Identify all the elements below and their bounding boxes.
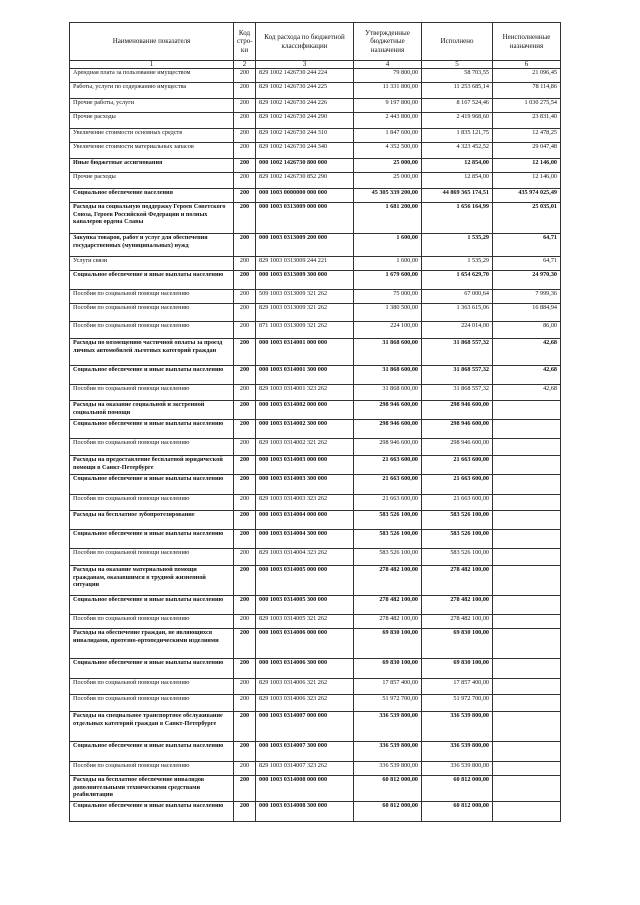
row-line-code: 200 — [234, 401, 256, 420]
table-row — [70, 495, 561, 511]
table-row — [70, 549, 561, 566]
row-executed: 336 539 800,00 — [422, 762, 493, 776]
row-name: Социальное обеспечение и иные выплаты населению — [70, 420, 234, 439]
column-number: 2 — [234, 61, 256, 69]
row-budget-code: 829 1002 1426730 244 225 — [256, 83, 354, 99]
row-approved: 298 946 600,00 — [354, 439, 422, 456]
row-approved: 51 972 700,00 — [354, 695, 422, 712]
row-unexecuted — [493, 695, 561, 712]
row-unexecuted: 12 146,00 — [493, 159, 561, 173]
table-row — [70, 69, 561, 83]
row-budget-code: 000 1003 0314001 300 000 — [256, 366, 354, 385]
row-budget-code: 000 1003 0314003 300 000 — [256, 475, 354, 495]
row-budget-code: 000 1003 0314005 000 000 — [256, 566, 354, 596]
header-approved: Утвержденные бюджетные назначения — [354, 23, 422, 61]
row-unexecuted — [493, 566, 561, 596]
row-approved: 224 100,00 — [354, 322, 422, 339]
table-row — [70, 511, 561, 530]
row-approved: 4 352 500,00 — [354, 143, 422, 159]
row-approved: 1 600,00 — [354, 234, 422, 257]
row-approved: 45 305 339 200,00 — [354, 189, 422, 203]
row-unexecuted: 1 030 275,54 — [493, 99, 561, 113]
row-executed: 4 323 452,52 — [422, 143, 493, 159]
row-budget-code: 829 1003 0314007 323 262 — [256, 762, 354, 776]
row-line-code: 200 — [234, 83, 256, 99]
row-executed: 583 526 100,00 — [422, 530, 493, 549]
row-unexecuted — [493, 549, 561, 566]
row-approved: 60 812 000,00 — [354, 776, 422, 802]
header-line-code: Код стро- ки — [234, 23, 256, 61]
row-unexecuted: 25 035,01 — [493, 203, 561, 234]
row-budget-code: 509 1003 0313009 321 262 — [256, 290, 354, 304]
row-approved: 79 800,00 — [354, 69, 422, 83]
row-name: Расходы на оказание материальной помощи гражданам, оказавшимся в трудной жизненной ситуации — [70, 566, 234, 596]
table-row — [70, 99, 561, 113]
row-approved: 75 000,00 — [354, 290, 422, 304]
row-line-code: 200 — [234, 143, 256, 159]
row-approved: 21 663 600,00 — [354, 456, 422, 475]
row-executed: 298 946 600,00 — [422, 401, 493, 420]
row-budget-code: 000 1003 0314008 000 000 — [256, 776, 354, 802]
row-name: Расходы на бесплатное обеспечение инвалидов дополнительными техническими средствами реабилитации — [70, 776, 234, 802]
table-row — [70, 530, 561, 549]
row-unexecuted: 42,68 — [493, 339, 561, 366]
row-line-code: 200 — [234, 549, 256, 566]
row-budget-code: 000 1003 0000000 000 000 — [256, 189, 354, 203]
row-approved: 278 482 100,00 — [354, 566, 422, 596]
row-unexecuted: 78 114,86 — [493, 83, 561, 99]
row-executed: 278 482 100,00 — [422, 596, 493, 615]
row-name: Пособия по социальной помощи населению — [70, 385, 234, 401]
row-budget-code: 000 1003 0313009 200 000 — [256, 234, 354, 257]
row-line-code: 200 — [234, 385, 256, 401]
row-executed: 1 654 629,70 — [422, 271, 493, 290]
table-row — [70, 629, 561, 659]
row-line-code: 200 — [234, 659, 256, 679]
row-approved: 583 526 100,00 — [354, 511, 422, 530]
table-row — [70, 173, 561, 189]
row-approved: 69 830 100,00 — [354, 629, 422, 659]
row-budget-code: 829 1002 1426730 244 290 — [256, 113, 354, 129]
row-executed: 1 363 615,06 — [422, 304, 493, 322]
row-executed: 31 868 557,32 — [422, 366, 493, 385]
row-unexecuted — [493, 762, 561, 776]
row-name: Пособия по социальной помощи населению — [70, 495, 234, 511]
row-name: Расходы на специальное транспортное обслуживание отдельных категорий граждан в Санкт-Петербурге — [70, 712, 234, 742]
row-unexecuted — [493, 495, 561, 511]
table-row — [70, 257, 561, 271]
row-name: Пособия по социальной помощи населению — [70, 695, 234, 712]
row-executed: 69 830 100,00 — [422, 629, 493, 659]
row-executed: 60 812 000,00 — [422, 802, 493, 822]
row-name: Социальное обеспечение и иные выплаты населению — [70, 596, 234, 615]
row-line-code: 200 — [234, 304, 256, 322]
row-line-code: 200 — [234, 99, 256, 113]
row-line-code: 200 — [234, 566, 256, 596]
row-line-code: 200 — [234, 159, 256, 173]
row-executed: 278 482 100,00 — [422, 566, 493, 596]
column-number: 5 — [422, 61, 493, 69]
row-unexecuted — [493, 659, 561, 679]
row-approved: 60 812 000,00 — [354, 802, 422, 822]
row-executed: 31 868 557,32 — [422, 339, 493, 366]
row-unexecuted: 16 884,94 — [493, 304, 561, 322]
row-unexecuted — [493, 776, 561, 802]
row-approved: 25 000,00 — [354, 159, 422, 173]
row-line-code: 200 — [234, 339, 256, 366]
row-line-code: 200 — [234, 495, 256, 511]
row-approved: 17 857 400,00 — [354, 679, 422, 695]
table-row — [70, 189, 561, 203]
row-budget-code: 000 1003 0313009 300 000 — [256, 271, 354, 290]
row-unexecuted — [493, 596, 561, 615]
table-row — [70, 615, 561, 629]
row-line-code: 200 — [234, 695, 256, 712]
row-line-code: 200 — [234, 776, 256, 802]
table-body — [70, 69, 561, 822]
row-budget-code: 829 1003 0314004 323 262 — [256, 549, 354, 566]
table-row — [70, 366, 561, 385]
table-row — [70, 234, 561, 257]
row-line-code: 200 — [234, 629, 256, 659]
row-executed: 21 663 600,00 — [422, 495, 493, 511]
column-number: 4 — [354, 61, 422, 69]
row-executed: 11 253 685,14 — [422, 83, 493, 99]
row-line-code: 200 — [234, 234, 256, 257]
row-unexecuted: 42,68 — [493, 385, 561, 401]
row-unexecuted — [493, 802, 561, 822]
header-unexecuted: Неисполненные назначения — [493, 23, 561, 61]
table-row — [70, 762, 561, 776]
row-line-code: 200 — [234, 615, 256, 629]
row-name: Расходы на оказание социальной и экстренной социальной помощи — [70, 401, 234, 420]
table-row — [70, 290, 561, 304]
row-approved: 298 946 600,00 — [354, 420, 422, 439]
row-executed: 8 167 524,46 — [422, 99, 493, 113]
column-number: 1 — [70, 61, 234, 69]
row-unexecuted: 64,71 — [493, 234, 561, 257]
row-name: Социальное обеспечение населения — [70, 189, 234, 203]
row-approved: 31 868 600,00 — [354, 339, 422, 366]
row-budget-code: 829 1003 0313009 321 262 — [256, 304, 354, 322]
row-name: Социальное обеспечение и иные выплаты населению — [70, 530, 234, 549]
table-row — [70, 695, 561, 712]
row-executed: 1 835 121,75 — [422, 129, 493, 143]
row-name: Услуги связи — [70, 257, 234, 271]
row-budget-code: 871 1003 0313009 321 262 — [256, 322, 354, 339]
row-unexecuted — [493, 475, 561, 495]
row-unexecuted: 86,00 — [493, 322, 561, 339]
row-budget-code: 000 1003 0313009 000 000 — [256, 203, 354, 234]
row-executed: 21 663 600,00 — [422, 456, 493, 475]
row-unexecuted — [493, 511, 561, 530]
row-name: Пособия по социальной помощи населению — [70, 549, 234, 566]
row-unexecuted: 24 970,30 — [493, 271, 561, 290]
row-executed: 58 703,55 — [422, 69, 493, 83]
row-approved: 583 526 100,00 — [354, 530, 422, 549]
row-executed: 2 419 968,60 — [422, 113, 493, 129]
row-name: Прочие расходы — [70, 173, 234, 189]
row-name: Увеличение стоимости основных средств — [70, 129, 234, 143]
row-approved: 9 197 800,00 — [354, 99, 422, 113]
row-executed: 1 656 164,99 — [422, 203, 493, 234]
row-budget-code: 000 1003 0314004 000 000 — [256, 511, 354, 530]
row-approved: 2 443 800,00 — [354, 113, 422, 129]
row-approved: 278 482 100,00 — [354, 615, 422, 629]
row-budget-code: 829 1003 0313009 244 221 — [256, 257, 354, 271]
row-executed: 17 857 400,00 — [422, 679, 493, 695]
table-row — [70, 143, 561, 159]
row-line-code: 200 — [234, 69, 256, 83]
row-executed: 67 000,64 — [422, 290, 493, 304]
row-executed: 69 830 100,00 — [422, 659, 493, 679]
row-approved: 278 482 100,00 — [354, 596, 422, 615]
row-executed: 12 854,00 — [422, 159, 493, 173]
row-name: Социальное обеспечение и иные выплаты населению — [70, 475, 234, 495]
row-unexecuted: 435 974 025,49 — [493, 189, 561, 203]
row-approved: 69 830 100,00 — [354, 659, 422, 679]
row-line-code: 200 — [234, 203, 256, 234]
row-name: Закупка товаров, работ и услуг для обеспечения государственных (муниципальных) нужд — [70, 234, 234, 257]
row-line-code: 200 — [234, 113, 256, 129]
table-row — [70, 159, 561, 173]
row-budget-code: 829 1003 0314001 323 262 — [256, 385, 354, 401]
row-line-code: 200 — [234, 439, 256, 456]
header-executed: Исполнено — [422, 23, 493, 61]
row-budget-code: 829 1003 0314002 321 262 — [256, 439, 354, 456]
row-budget-code: 829 1002 1426730 852 290 — [256, 173, 354, 189]
row-name: Работы, услуги по содержанию имущества — [70, 83, 234, 99]
table-row — [70, 742, 561, 762]
row-line-code: 200 — [234, 257, 256, 271]
table-row — [70, 322, 561, 339]
table-row — [70, 596, 561, 615]
row-budget-code: 829 1003 0314006 323 262 — [256, 695, 354, 712]
row-name: Расходы на предоставление бесплатной юридической помощи в Санкт-Петербурге — [70, 456, 234, 475]
row-name: Арендная плата за пользование имуществом — [70, 69, 234, 83]
table-row — [70, 271, 561, 290]
row-unexecuted — [493, 742, 561, 762]
row-budget-code: 000 1003 0314002 300 000 — [256, 420, 354, 439]
row-approved: 25 000,00 — [354, 173, 422, 189]
row-unexecuted — [493, 456, 561, 475]
row-line-code: 200 — [234, 271, 256, 290]
row-name: Расходы на социальную поддержку Героев Советского Союза, Героев Российской Федерации и полных кавалеров ордена Славы — [70, 203, 234, 234]
row-executed: 583 526 100,00 — [422, 549, 493, 566]
table-row — [70, 401, 561, 420]
row-name: Расходы на бесплатное зубопротезирование — [70, 511, 234, 530]
row-name: Социальное обеспечение и иные выплаты населению — [70, 742, 234, 762]
table-row — [70, 203, 561, 234]
row-budget-code: 000 1003 0314003 000 000 — [256, 456, 354, 475]
row-line-code: 200 — [234, 420, 256, 439]
row-unexecuted: 23 831,40 — [493, 113, 561, 129]
row-line-code: 200 — [234, 679, 256, 695]
row-line-code: 200 — [234, 712, 256, 742]
row-approved: 1 679 600,00 — [354, 271, 422, 290]
row-line-code: 200 — [234, 596, 256, 615]
row-approved: 298 946 600,00 — [354, 401, 422, 420]
row-executed: 44 869 365 174,51 — [422, 189, 493, 203]
row-approved: 583 526 100,00 — [354, 549, 422, 566]
row-name: Социальное обеспечение и иные выплаты населению — [70, 659, 234, 679]
row-unexecuted — [493, 420, 561, 439]
row-unexecuted — [493, 629, 561, 659]
table-row — [70, 420, 561, 439]
table-row — [70, 802, 561, 822]
row-executed: 336 539 800,00 — [422, 712, 493, 742]
row-budget-code: 829 1002 1426730 244 224 — [256, 69, 354, 83]
table-row — [70, 339, 561, 366]
row-line-code: 200 — [234, 366, 256, 385]
row-name: Социальное обеспечение и иные выплаты населению — [70, 271, 234, 290]
row-budget-code: 000 1002 1426730 800 000 — [256, 159, 354, 173]
row-name: Прочие работы, услуги — [70, 99, 234, 113]
row-line-code: 200 — [234, 742, 256, 762]
row-name: Пособия по социальной помощи населению — [70, 322, 234, 339]
row-budget-code: 000 1003 0314006 300 000 — [256, 659, 354, 679]
row-name: Социальное обеспечение и иные выплаты населению — [70, 802, 234, 822]
header-budget-code: Код расхода по бюджетной классификации — [256, 23, 354, 61]
row-approved: 336 539 800,00 — [354, 762, 422, 776]
row-unexecuted: 12 478,25 — [493, 129, 561, 143]
row-approved: 336 539 800,00 — [354, 742, 422, 762]
row-executed: 31 868 557,32 — [422, 385, 493, 401]
row-approved: 1 600,00 — [354, 257, 422, 271]
row-budget-code: 829 1003 0314005 321 262 — [256, 615, 354, 629]
row-budget-code: 829 1002 1426730 244 226 — [256, 99, 354, 113]
row-executed: 336 539 800,00 — [422, 742, 493, 762]
row-approved: 11 331 800,00 — [354, 83, 422, 99]
row-line-code: 200 — [234, 530, 256, 549]
row-name: Иные бюджетные ассигнования — [70, 159, 234, 173]
row-line-code: 200 — [234, 802, 256, 822]
row-unexecuted: 7 999,36 — [493, 290, 561, 304]
row-line-code: 200 — [234, 173, 256, 189]
row-line-code: 200 — [234, 475, 256, 495]
table-row — [70, 456, 561, 475]
row-name: Увеличение стоимости материальных запасов — [70, 143, 234, 159]
row-line-code: 200 — [234, 290, 256, 304]
row-approved: 1 380 500,00 — [354, 304, 422, 322]
budget-execution-table — [69, 22, 561, 822]
table-row — [70, 679, 561, 695]
row-budget-code: 000 1003 0314008 300 000 — [256, 802, 354, 822]
row-executed: 21 663 600,00 — [422, 475, 493, 495]
row-line-code: 200 — [234, 189, 256, 203]
row-executed: 224 014,00 — [422, 322, 493, 339]
row-budget-code: 829 1002 1426730 244 340 — [256, 143, 354, 159]
row-name: Пособия по социальной помощи населению — [70, 290, 234, 304]
row-name: Прочие расходы — [70, 113, 234, 129]
row-name: Расходы по возмещению частичной оплаты за проезд личных автомобилей льготных категорий граждан — [70, 339, 234, 366]
row-unexecuted: 21 096,45 — [493, 69, 561, 83]
row-executed: 298 946 600,00 — [422, 439, 493, 456]
column-number: 6 — [493, 61, 561, 69]
row-budget-code: 829 1002 1426730 244 310 — [256, 129, 354, 143]
row-name: Пособия по социальной помощи населению — [70, 762, 234, 776]
table-row — [70, 304, 561, 322]
column-number: 3 — [256, 61, 354, 69]
row-name: Пособия по социальной помощи населению — [70, 439, 234, 456]
row-executed: 1 535,29 — [422, 234, 493, 257]
row-name: Социальное обеспечение и иные выплаты населению — [70, 366, 234, 385]
row-name: Пособия по социальной помощи населению — [70, 679, 234, 695]
column-number-row — [70, 61, 561, 69]
table-row — [70, 83, 561, 99]
row-budget-code: 000 1003 0314004 300 000 — [256, 530, 354, 549]
row-budget-code: 000 1003 0314002 000 000 — [256, 401, 354, 420]
row-executed: 60 812 000,00 — [422, 776, 493, 802]
row-executed: 1 535,29 — [422, 257, 493, 271]
row-budget-code: 000 1003 0314005 300 000 — [256, 596, 354, 615]
row-name: Пособия по социальной помощи населению — [70, 304, 234, 322]
row-budget-code: 829 1003 0314003 323 262 — [256, 495, 354, 511]
row-unexecuted — [493, 679, 561, 695]
table-row — [70, 385, 561, 401]
table-row — [70, 113, 561, 129]
table-row — [70, 776, 561, 802]
row-executed: 278 482 100,00 — [422, 615, 493, 629]
header-name: Наименование показателя — [70, 23, 234, 61]
row-budget-code: 000 1003 0314007 000 000 — [256, 712, 354, 742]
row-unexecuted — [493, 530, 561, 549]
row-budget-code: 000 1003 0314007 300 000 — [256, 742, 354, 762]
table-row — [70, 712, 561, 742]
table-header-row — [70, 23, 561, 61]
row-approved: 21 663 600,00 — [354, 475, 422, 495]
row-unexecuted: 12 146,00 — [493, 173, 561, 189]
row-approved: 336 539 800,00 — [354, 712, 422, 742]
row-line-code: 200 — [234, 762, 256, 776]
row-unexecuted: 64,71 — [493, 257, 561, 271]
table-row — [70, 439, 561, 456]
row-name: Пособия по социальной помощи населению — [70, 615, 234, 629]
row-unexecuted: 29 047,48 — [493, 143, 561, 159]
row-executed: 583 526 100,00 — [422, 511, 493, 530]
row-unexecuted — [493, 615, 561, 629]
row-executed: 298 946 600,00 — [422, 420, 493, 439]
table-row — [70, 566, 561, 596]
row-approved: 1 847 600,00 — [354, 129, 422, 143]
row-budget-code: 000 1003 0314006 000 000 — [256, 629, 354, 659]
row-line-code: 200 — [234, 511, 256, 530]
table-row — [70, 475, 561, 495]
row-unexecuted — [493, 401, 561, 420]
row-executed: 12 854,00 — [422, 173, 493, 189]
table-row — [70, 659, 561, 679]
row-approved: 21 663 600,00 — [354, 495, 422, 511]
row-approved: 1 681 200,00 — [354, 203, 422, 234]
row-approved: 31 868 600,00 — [354, 385, 422, 401]
row-unexecuted — [493, 439, 561, 456]
row-approved: 31 868 600,00 — [354, 366, 422, 385]
row-line-code: 200 — [234, 322, 256, 339]
row-line-code: 200 — [234, 129, 256, 143]
row-unexecuted — [493, 712, 561, 742]
table-row — [70, 129, 561, 143]
row-name: Расходы на обеспечение граждан, не являющихся инвалидами, протезно-ортопедическими изделиями — [70, 629, 234, 659]
row-budget-code: 000 1003 0314001 000 000 — [256, 339, 354, 366]
row-budget-code: 829 1003 0314006 321 262 — [256, 679, 354, 695]
row-unexecuted: 42,68 — [493, 366, 561, 385]
row-line-code: 200 — [234, 456, 256, 475]
row-executed: 51 972 700,00 — [422, 695, 493, 712]
